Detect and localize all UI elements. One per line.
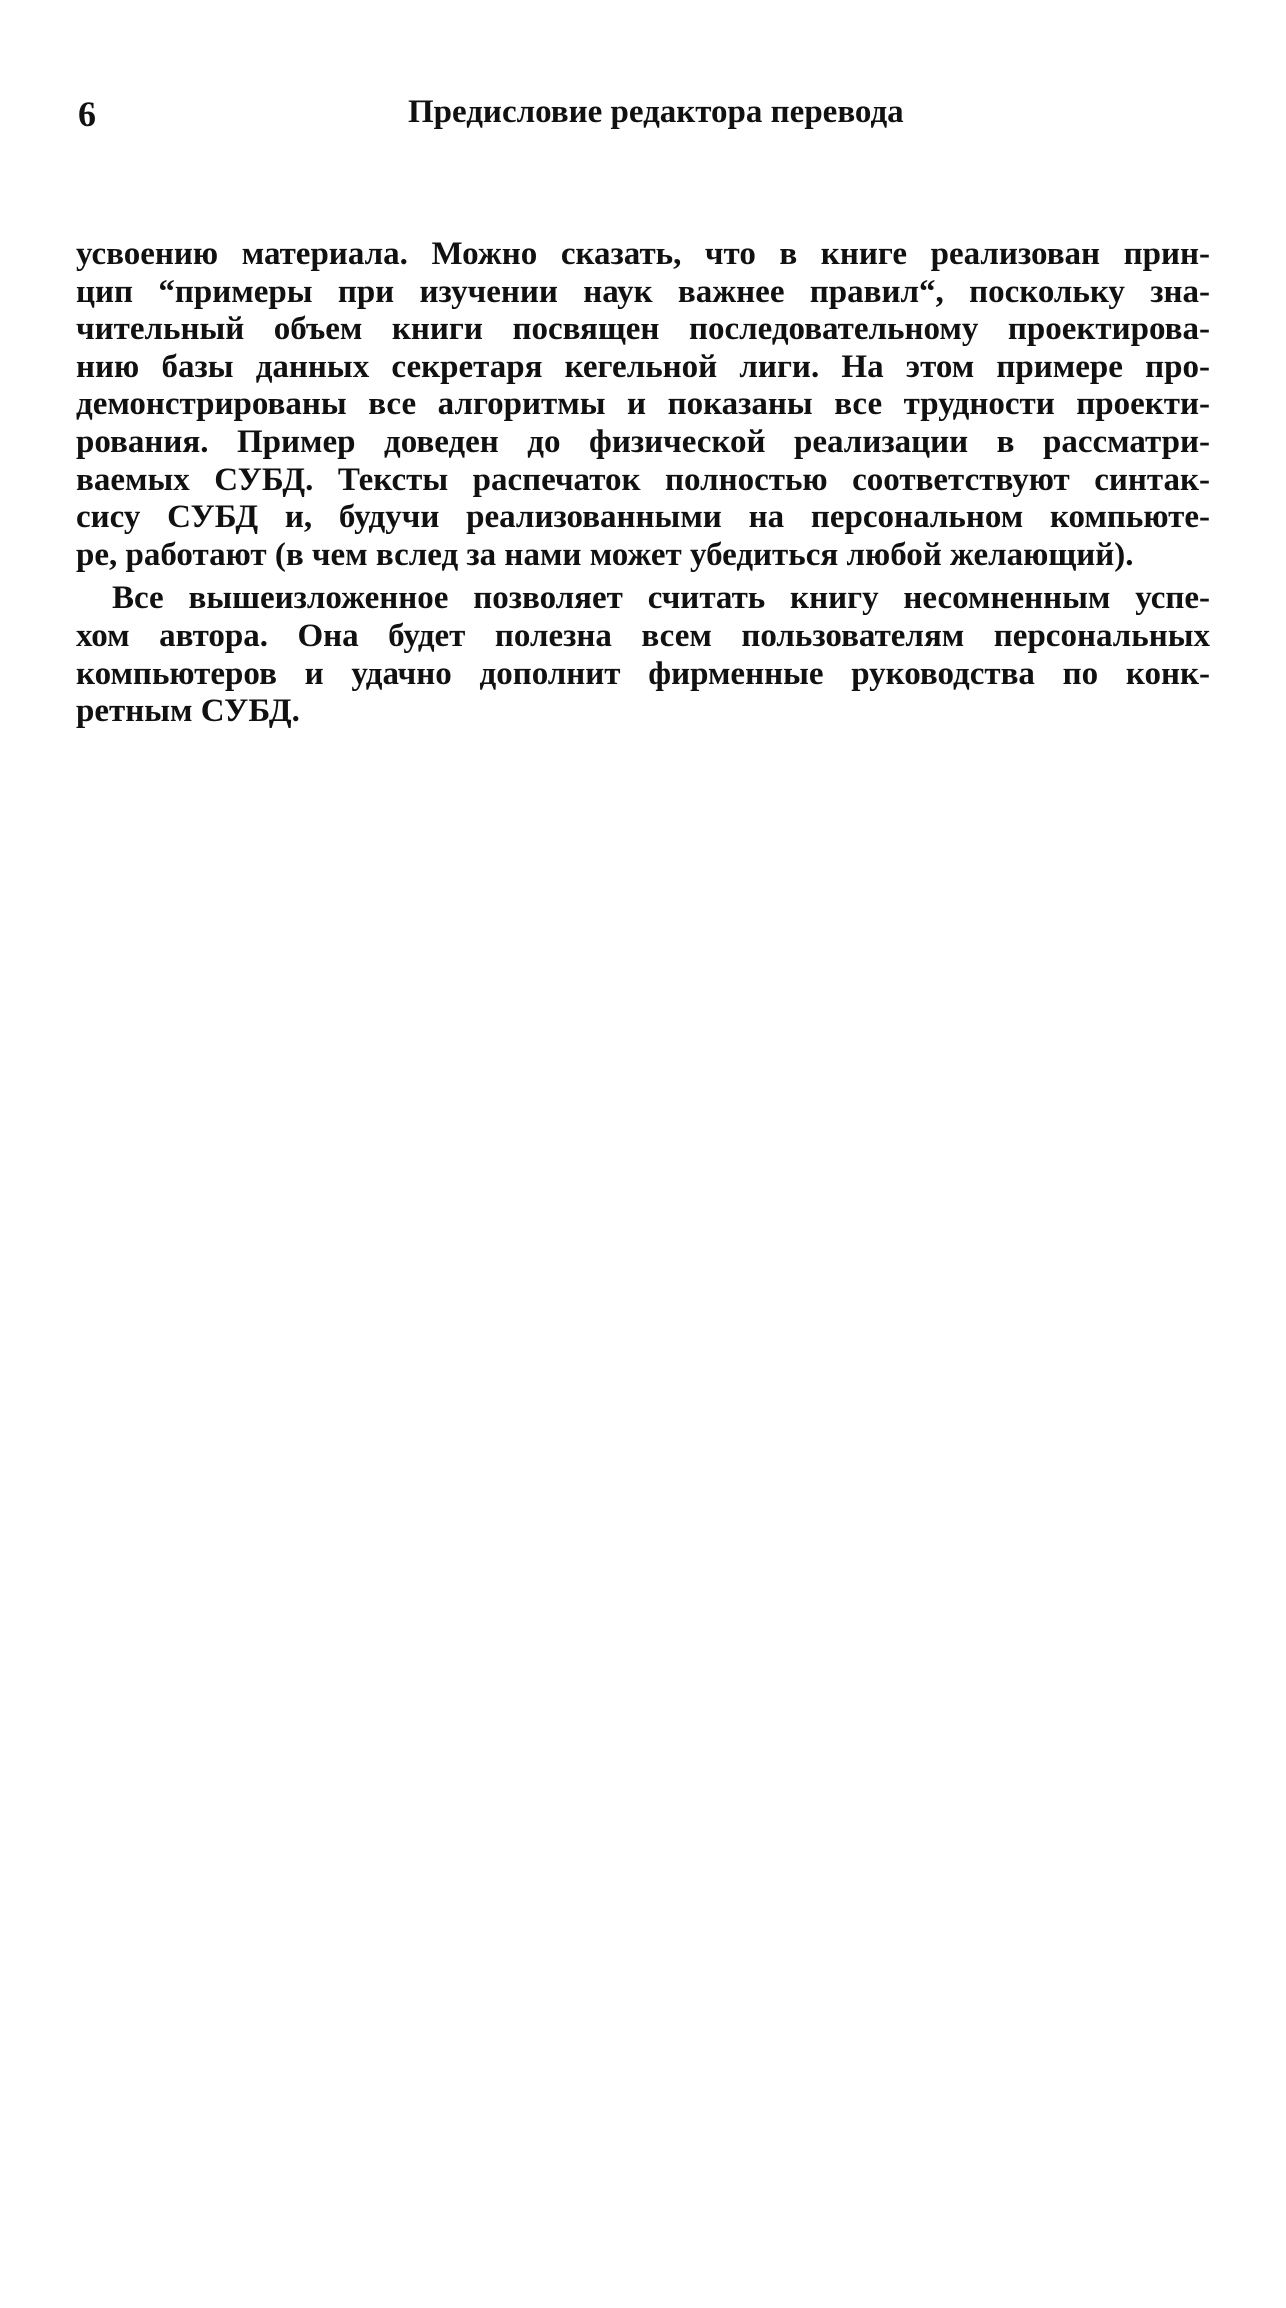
- text-line: хом автора. Она будет полезна всем пользователям персональных: [76, 617, 1210, 654]
- text-line: нию базы данных секретаря кегельной лиги. На этом примере про-: [76, 348, 1210, 385]
- text-line: ре, работают (в чем вслед за нами может убедиться любой желающий).: [76, 536, 1134, 573]
- text-line: усвоению материала. Можно сказать, что в книге реализован прин-: [76, 236, 1210, 272]
- text-line: демонстрированы все алгоритмы и показаны все трудности проекти-: [76, 386, 1210, 423]
- running-title: Предисловие редактора перевода: [408, 94, 904, 130]
- paragraph-2: [76, 580, 1210, 730]
- text-line: компьютеров и удачно дополнит фирменные руководства по конк-: [76, 655, 1210, 692]
- text-line: сису СУБД и, будучи реализованными на персональном компьюте-: [76, 499, 1210, 536]
- body-text: [76, 236, 1210, 731]
- text-line: ваемых СУБД. Тексты распечаток полностью соответствуют синтак-: [76, 461, 1210, 498]
- paragraph-1: [76, 236, 1210, 574]
- text-line: ретным СУБД.: [76, 693, 300, 730]
- text-line: рования. Пример доведен до физической реализации в рассматри-: [76, 423, 1210, 460]
- text-line: чительный объем книги посвящен последовательному проектирова-: [76, 311, 1210, 348]
- page-number: 6: [78, 94, 96, 134]
- text-line: цип “примеры при изучении наук важнее правил“, поскольку зна-: [76, 273, 1210, 310]
- page-header: [74, 88, 1210, 148]
- text-line: Все вышеизложенное позволяет считать книгу несомненным успе-: [112, 580, 1210, 617]
